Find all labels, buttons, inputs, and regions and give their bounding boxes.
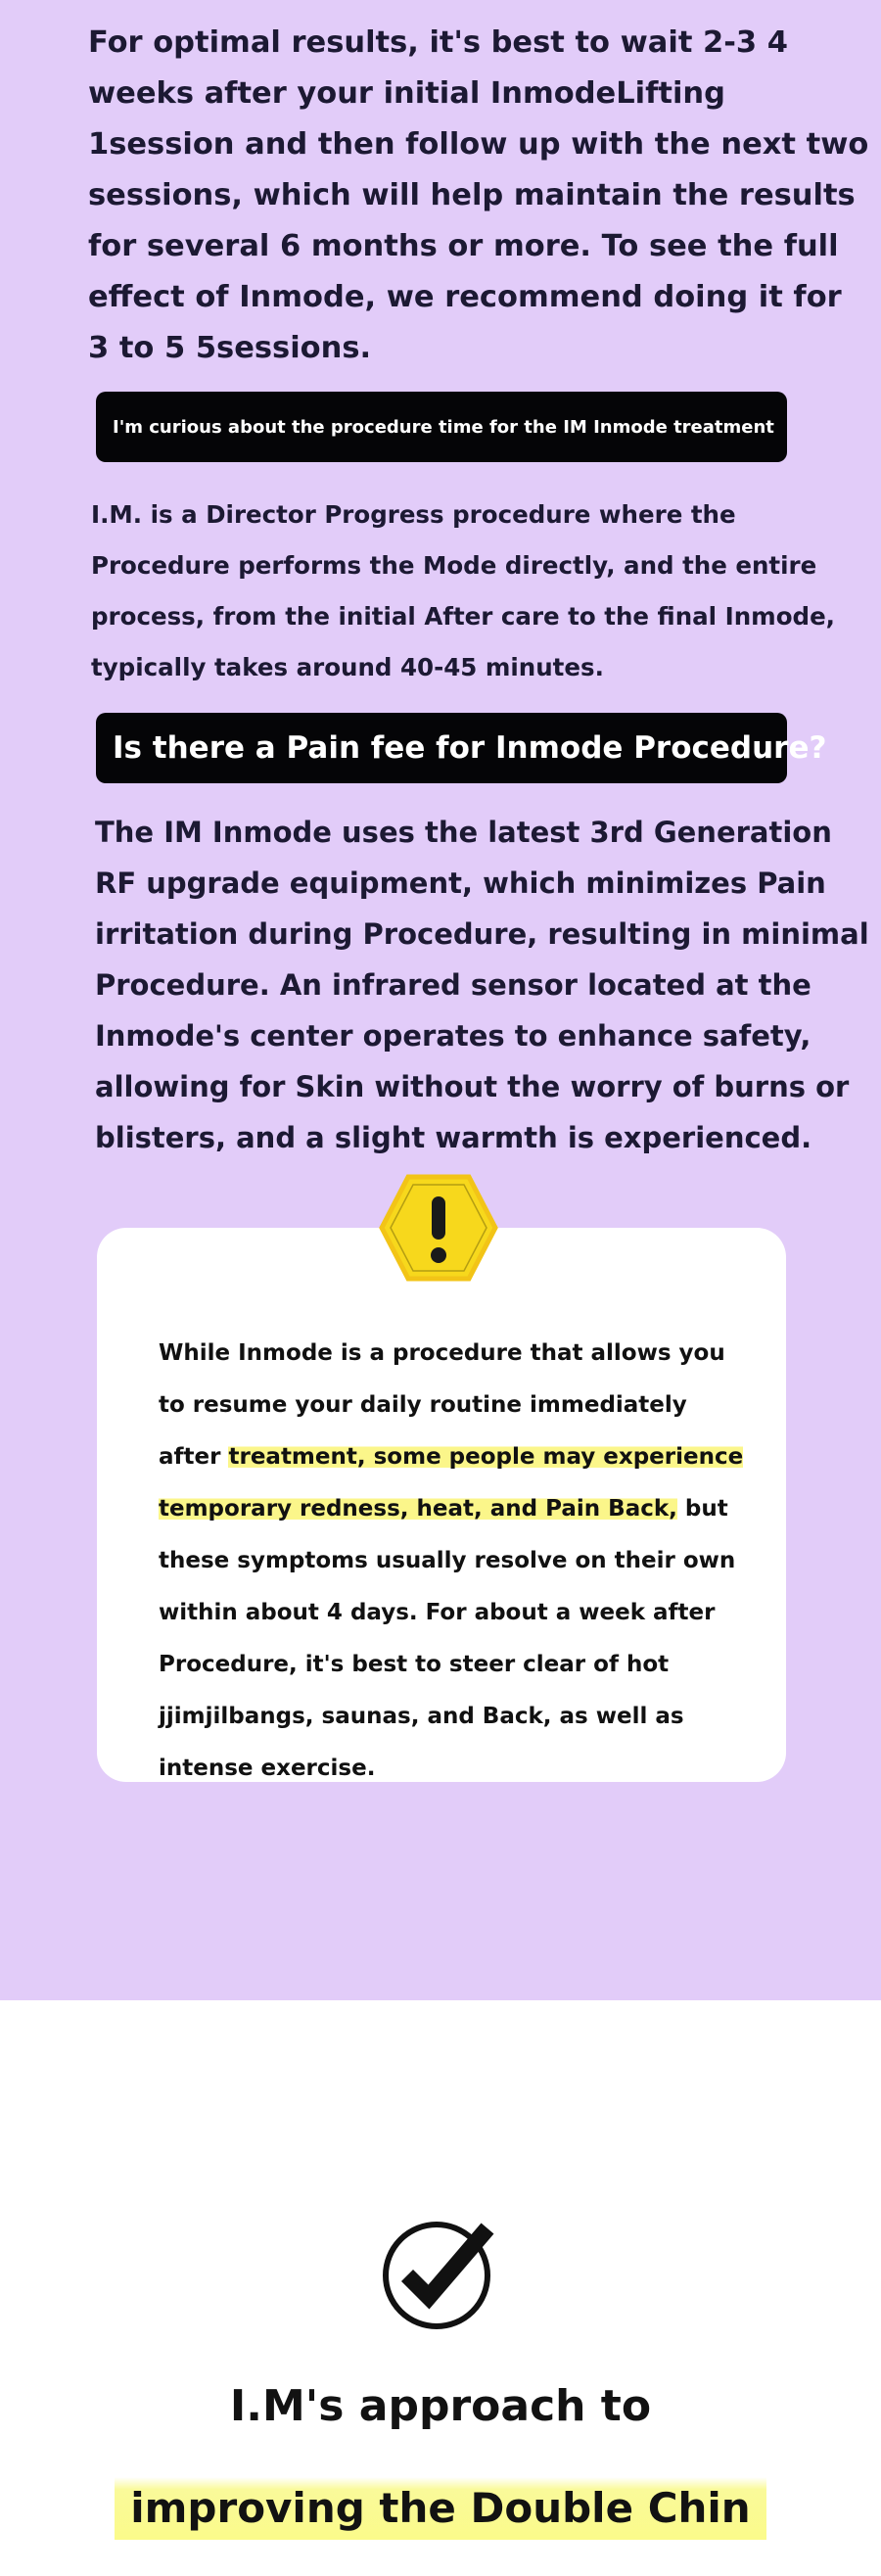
question-procedure-time-label: I'm curious about the procedure time for the IM Inmode treatment bbox=[113, 416, 774, 438]
approach-title: I.M's approach to bbox=[229, 2381, 652, 2431]
notice-highlight: treatment, some people may experience temporary redness, heat, and Pain Back, bbox=[159, 1444, 744, 1522]
answer-pain: The IM Inmode uses the latest 3rd Generation RF upgrade equipment, which minimizes Pain irritation during Procedure, resulting in minimal Procedure. An infrared sensor located at the Inmode's center operates to enhance safety, allowing for Skin without the worry of burns or blisters, and a slight warmth is experienced. bbox=[95, 816, 869, 1154]
notice-text-part: While Inmode is a procedure that allows you to resume your daily routine immediately after bbox=[159, 1340, 725, 1470]
notice-text-part: but these symptoms usually resolve on their own within about 4 days. For about a week after Procedure, it's best to steer clear of hot jjimjilbangs, saunas, and Back, as well as intense exercise. bbox=[159, 1496, 736, 1781]
warning-icon bbox=[378, 1173, 499, 1283]
notice-card bbox=[97, 1228, 786, 1782]
answer-procedure-time: I.M. is a Director Progress procedure where the Procedure performs the Mode directly, and the entire process, from the initial After care to the final Inmode, typically takes around 40-45 minutes. bbox=[91, 500, 835, 681]
approach-subtitle: improving the Double Chin bbox=[115, 2477, 765, 2540]
intro-paragraph: For optimal results, it's best to wait 2-3 4 weeks after your initial InmodeLifting 1session and then follow up with the next two sessions, which will help maintain the results for several 6 months or more. To see the full effect of Inmode, we recommend doing it for 3 to 5 5sessions. bbox=[88, 25, 869, 365]
check-circle-icon bbox=[380, 2215, 501, 2330]
question-pain bbox=[96, 713, 827, 783]
approach-subtitle-wrap bbox=[0, 2477, 881, 2540]
question-pain-label: Is there a Pain fee for Inmode Procedure? bbox=[113, 730, 827, 766]
question-procedure-time bbox=[96, 392, 787, 462]
notice-text bbox=[159, 1328, 746, 1795]
